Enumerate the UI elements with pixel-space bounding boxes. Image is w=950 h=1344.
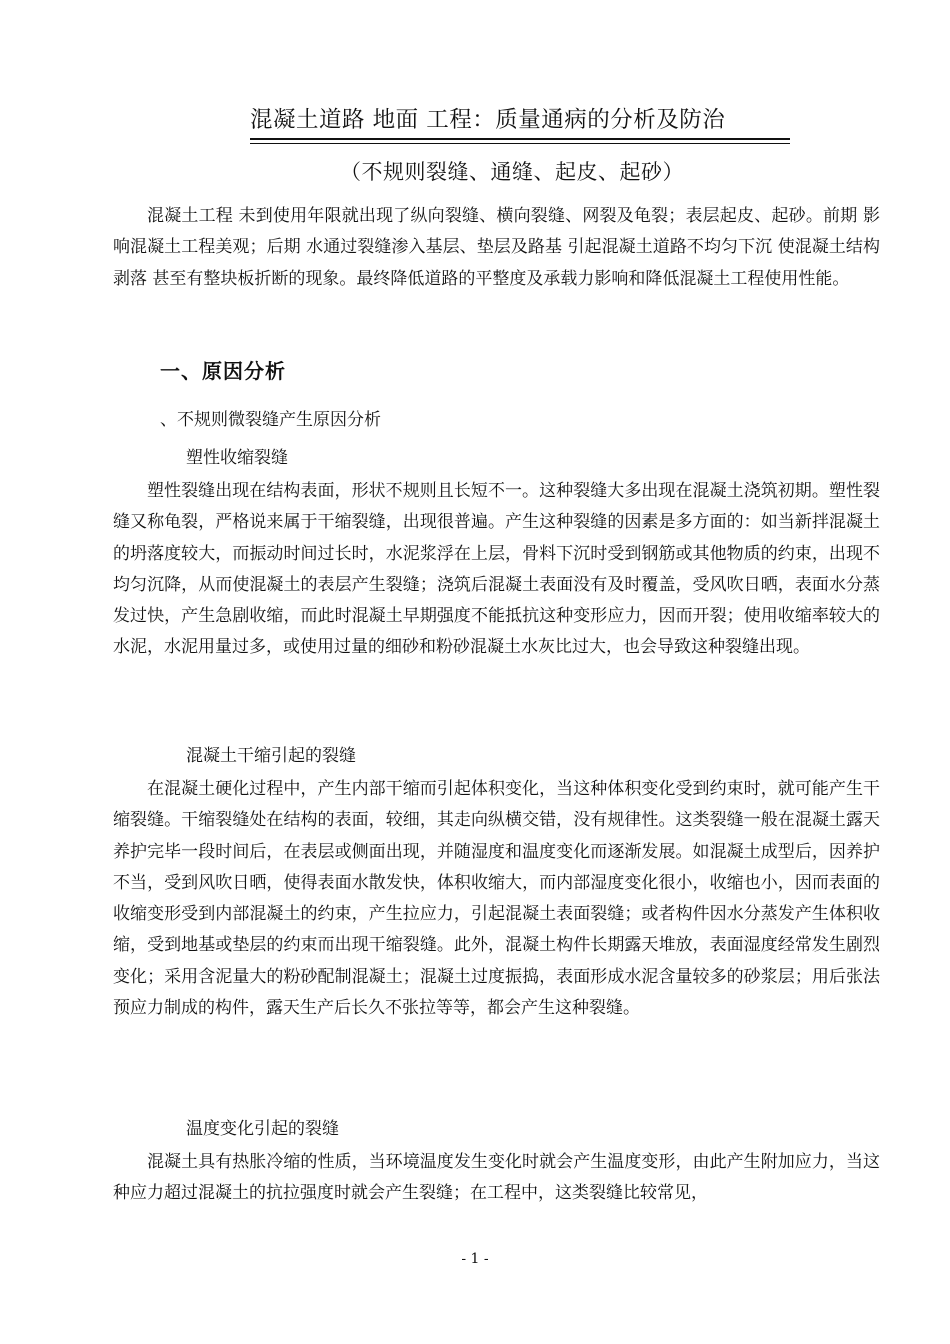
item-body-temperature: 混凝土具有热胀冷缩的性质，当环境温度发生变化时就会产生温度变形，由此产生附加应力，当这种应力超过混凝土的抗拉强度时就会产生裂缝；在工程中，这类裂缝比较常见， xyxy=(113,1152,880,1204)
intro-paragraph: 混凝土工程 未到使用年限就出现了纵向裂缝、横向裂缝、网裂及龟裂；表层起皮、起砂。前期 影响混凝土工程美观；后期 水通过裂缝渗入基层、垫层及路基 引起混凝土道路不均匀下沉 使混凝土结构剥落 甚至有整块板折断的现象。最终降低道路的平整度及承载力影响和降低混凝土工程使用性能。 xyxy=(113,206,880,289)
item-heading-temperature: 温度变化引起的裂缝 xyxy=(186,1119,339,1139)
item-body-plastic-shrinkage: 塑性裂缝出现在结构表面，形状不规则且长短不一。这种裂缝大多出现在混凝土浇筑初期。塑性裂缝又称龟裂，严格说来属于干缩裂缝，出现很普遍。产生这种裂缝的因素是多方面的：如当新拌混凝土的坍落度较大，而振动时间过长时，水泥浆浮在上层，骨料下沉时受到钢筋或其他物质的约束，出现不均匀沉降，从而使混凝土的表层产生裂缝；浇筑后混凝土表面没有及时覆盖，受风吹日晒，表面水分蒸发过快，产生急剧收缩，而此时混凝土早期强度不能抵抗这种变形应力，因而开裂；使用收缩率较大的水泥，水泥用量过多，或使用过量的细砂和粉砂混凝土水灰比过大，也会导致这种裂缝出现。 xyxy=(113,481,880,658)
item-body-drying-shrinkage: 在混凝土硬化过程中，产生内部干缩而引起体积变化，当这种体积变化受到约束时，就可能产生干缩裂缝。干缩裂缝处在结构的表面，较细，其走向纵横交错，没有规律性。这类裂缝一般在混凝土露天养护完毕一段时间后，在表层或侧面出现，并随湿度和温度变化而逐渐发展。如混凝土成型后，因养护不当，受到风吹日晒，使得表面水散发快，体积收缩大，而内部湿度变化很小，收缩也小，因而表面的收缩变形受到内部混凝土的约束，产生拉应力，引起混凝土表面裂缝；或者构件因水分蒸发产生体积收缩，受到地基或垫层的约束而出现干缩裂缝。此外，混凝土构件长期露天堆放，表面湿度经常发生剧烈变化；采用含泥量大的粉砂配制混凝土；混凝土过度振捣，表面形成水泥含量较多的砂浆层；用后张法预应力制成的构件，露天生产后长久不张拉等等，都会产生这种裂缝。 xyxy=(113,779,880,1019)
title-rule-thick xyxy=(250,138,790,140)
subsection-heading-irregular-cracks: 、不规则微裂缝产生原因分析 xyxy=(160,410,381,430)
title-rule-thin xyxy=(250,143,790,144)
section-heading-cause-analysis: 一、原因分析 xyxy=(160,359,286,383)
page-number: - 1 - xyxy=(461,1251,489,1267)
document-subtitle: （不规则裂缝、通缝、起皮、起砂） xyxy=(340,160,684,184)
document-title: 混凝土道路 地面 工程：质量通病的分析及防治 xyxy=(250,107,726,133)
item-heading-drying-shrinkage: 混凝土干缩引起的裂缝 xyxy=(186,746,356,766)
item-heading-plastic-shrinkage: 塑性收缩裂缝 xyxy=(186,448,288,468)
